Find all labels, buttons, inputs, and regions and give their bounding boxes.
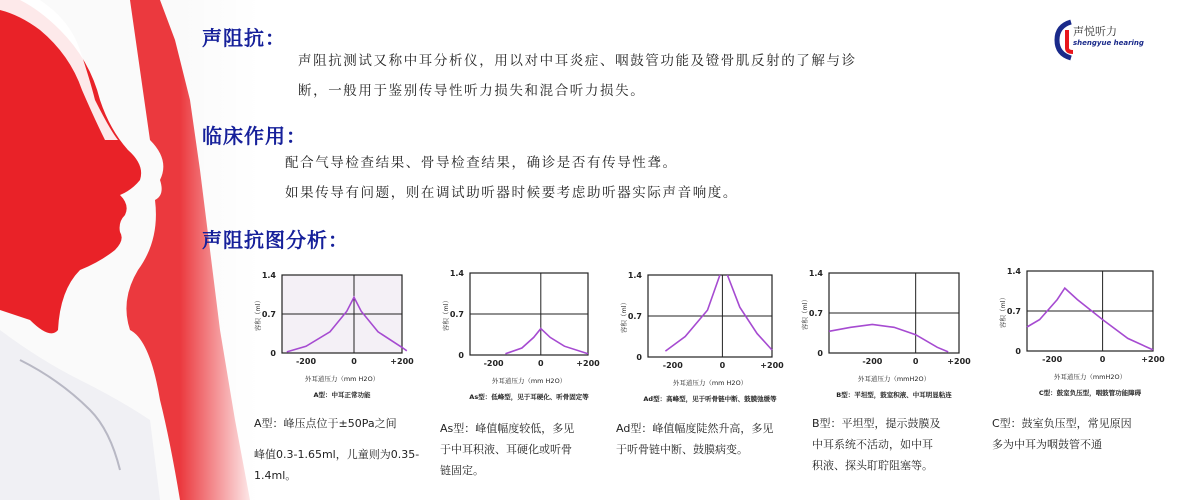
x-tick-label: +200 [760, 361, 784, 370]
caption-ad-line-2: 于听骨链中断、鼓膜病变。 [616, 443, 748, 456]
y-axis-label: 容积（ml） [620, 298, 628, 334]
logo-tagline: shengyue hearing [1073, 39, 1144, 47]
y-tick-label: 0.7 [1006, 307, 1021, 316]
heading-clinical: 临床作用： [202, 124, 307, 148]
y-tick-label: 0 [636, 353, 642, 362]
x-axis-label: 外耳道压力（mmH2O） [857, 375, 931, 383]
y-tick-label: 1.4 [449, 269, 464, 278]
y-tick-label: 0 [817, 349, 823, 358]
x-tick-label: -200 [1042, 355, 1063, 364]
caption-a-line-1: A型：峰压点位于±50Pa之间 [254, 417, 397, 430]
x-tick-label: -200 [295, 357, 317, 366]
caption-as [440, 418, 610, 481]
x-tick-label: 0 [351, 357, 357, 366]
x-tick-label: -200 [662, 361, 683, 370]
caption-c-line-1: C型：鼓室负压型，常见原因 [992, 417, 1132, 430]
x-tick-label: -200 [483, 359, 504, 368]
x-tick-label: -200 [862, 357, 883, 366]
y-tick-label: 0 [270, 349, 276, 358]
y-tick-label: 0 [1015, 347, 1021, 356]
x-tick-label: +200 [1141, 355, 1165, 364]
chart-title: As型：低峰型，见于耳硬化、听骨固定等 [469, 393, 589, 401]
heading-analysis: 声阻抗图分析： [202, 228, 349, 252]
x-tick-label: 0 [912, 357, 919, 366]
impedance-line-2: 断，一般用于鉴别传导性听力损失和混合听力损失。 [298, 83, 646, 99]
clinical-line-2: 如果传导有问题，则在调试助听器时候要考虑助听器实际声音响度。 [285, 185, 738, 201]
y-axis-label: 容积（ml） [442, 296, 450, 332]
y-tick-label: 0 [458, 351, 464, 360]
x-axis-label: 外耳道压力（mm H2O） [304, 375, 380, 383]
caption-as-line-1: As型：峰值幅度较低，多见 [440, 422, 575, 435]
caption-ad [616, 418, 796, 460]
x-tick-label: +200 [390, 357, 414, 366]
tympanogram-ad [610, 265, 790, 405]
x-tick-label: +200 [576, 359, 600, 368]
caption-ad-line-1: Ad型：峰值幅度陡然升高，多见 [616, 422, 774, 435]
tympanogram-a [250, 265, 420, 405]
y-tick-label: 1.4 [627, 271, 642, 280]
tympanogram-as [430, 265, 600, 405]
caption-as-line-3: 链固定。 [440, 464, 484, 477]
y-tick-label: 0.7 [449, 310, 464, 319]
caption-b-line-3: 积液、探头耵聍阻塞等。 [812, 459, 933, 472]
caption-b-line-1: B型：平坦型，提示鼓膜及 [812, 417, 941, 430]
y-tick-label: 1.4 [261, 271, 276, 280]
chart-title: B型：平坦型，鼓室积液、中耳明显粘连 [836, 391, 952, 399]
y-tick-label: 0.7 [261, 310, 276, 319]
tympanogram-c [985, 265, 1165, 405]
y-axis-label: 容积（ml） [999, 293, 1007, 329]
caption-a [254, 413, 429, 486]
clinical-line-1: 配合气导检查结果、骨导检查结果，确诊是否有传导性聋。 [285, 155, 678, 171]
x-axis-label: 外耳道压力（mmH2O） [1053, 373, 1127, 381]
chart-title: A型：中耳正常功能 [313, 391, 371, 399]
chart-title: Ad型：高峰型，见于听骨链中断、鼓膜弛缓等 [643, 395, 777, 403]
caption-a-line-2: 峰值0.3-1.65ml，儿童则为0.35-1.4ml。 [254, 448, 420, 482]
caption-b-line-2: 中耳系统不活动，如中耳 [812, 438, 933, 451]
tympanogram-b [795, 265, 980, 405]
impedance-line-1: 声阻抗测试又称中耳分析仪，用以对中耳炎症、咽鼓管功能及镫骨肌反射的了解与诊 [298, 53, 857, 69]
y-tick-label: 1.4 [1006, 267, 1021, 276]
x-tick-label: 0 [538, 359, 544, 368]
chart-title: C型：鼓室负压型，咽鼓管功能障碍 [1038, 389, 1142, 397]
x-axis-label: 外耳道压力（mm H2O） [491, 377, 567, 385]
x-tick-label: 0 [719, 361, 726, 370]
x-axis-label: 外耳道压力（mm H2O） [672, 379, 748, 387]
caption-as-line-2: 于中耳积液、耳硬化或听骨 [440, 443, 572, 456]
y-axis-label: 容积（ml） [801, 295, 809, 331]
x-tick-label: 0 [1099, 355, 1106, 364]
logo-brand: 声悦听力 [1073, 25, 1117, 38]
caption-c [992, 413, 1167, 455]
caption-c-line-2: 多为中耳为咽鼓管不通 [992, 438, 1102, 451]
y-tick-label: 0.7 [808, 309, 823, 318]
y-tick-label: 0.7 [627, 312, 642, 321]
caption-b [812, 413, 982, 476]
heading-impedance: 声阻抗： [202, 26, 286, 50]
y-axis-label: 容积（ml） [254, 296, 262, 332]
y-tick-label: 1.4 [808, 269, 823, 278]
x-tick-label: +200 [947, 357, 971, 366]
